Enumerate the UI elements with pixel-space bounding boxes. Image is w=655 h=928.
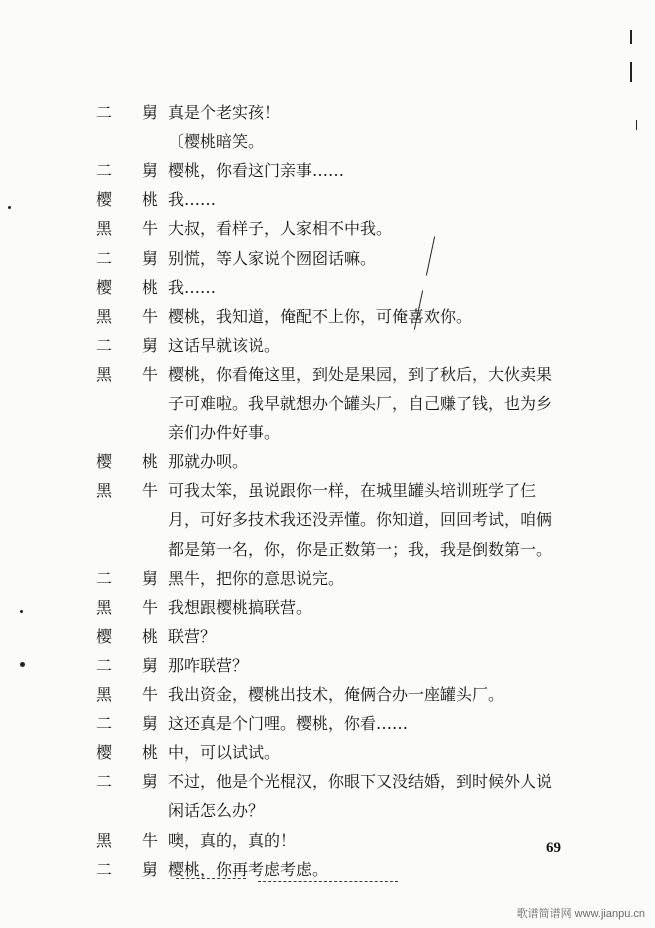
script-line: [0, 449, 655, 475]
scan-dash: [258, 881, 398, 882]
dialogue-text: 我……: [168, 190, 217, 210]
dialogue-text: 樱桃，你看俺这里，到处是果园，到了秋后，大伙卖果: [168, 364, 553, 384]
speaker-name: 二 舅: [96, 248, 158, 268]
dialogue-text: 月，可好多技术我还没弄懂。你知道，回回考试，咱俩: [168, 510, 553, 530]
speaker-name: 黑 牛: [96, 830, 158, 850]
dialogue-text: 真是个老实孩！: [168, 103, 281, 122]
dialogue-text: 那就办呗。: [168, 452, 249, 472]
speaker-name: 二 舅: [96, 714, 158, 734]
script-line: [0, 566, 655, 592]
script-line: [0, 653, 655, 679]
script-line: [0, 769, 655, 795]
script-line: [0, 478, 655, 504]
dialogue-text: 樱桃，我知道，俺配不上你，可俺喜欢你。: [168, 306, 473, 326]
speaker-name: 二 舅: [96, 335, 158, 355]
dialogue-text: 噢，真的，真的！: [168, 830, 297, 850]
dialogue-text: 别慌，等人家说个囫囵话嘛。: [168, 248, 377, 268]
scan-mark: [630, 30, 632, 44]
script-line: [0, 362, 655, 388]
script-line: [0, 129, 655, 155]
script-line: [0, 711, 655, 737]
scan-dot: [20, 662, 25, 667]
speaker-name: 二 舅: [96, 161, 158, 181]
dialogue-text: 我……: [168, 277, 217, 297]
script-line: [0, 275, 655, 301]
dialogue-text: 中，可以试试。: [168, 743, 281, 763]
script-line: [0, 682, 655, 708]
speaker-name: 樱 桃: [96, 743, 158, 763]
script-line: [0, 246, 655, 272]
script-line: [0, 158, 655, 184]
script-line: [0, 420, 655, 446]
scan-mark: [636, 120, 637, 130]
script-line: [0, 304, 655, 330]
script-line: [0, 507, 655, 533]
dialogue-text: 我想跟樱桃搞联营。: [168, 597, 313, 617]
dialogue-text: 闲话怎么办？: [168, 801, 265, 821]
dialogue-text: 子可难啦。我早就想办个罐头厂，自己赚了钱，也为乡: [168, 394, 553, 413]
script-line: [0, 624, 655, 650]
dialogue-text: 〔樱桃暗笑。: [168, 132, 265, 152]
dialogue-text: 大叔，看样子，人家相不中我。: [168, 219, 393, 239]
script-line: [0, 187, 655, 213]
dialogue-text: 可我太笨，虽说跟你一样，在城里罐头培训班学了仨: [168, 481, 537, 501]
speaker-name: 二 舅: [96, 772, 158, 792]
speaker-name: 二 舅: [96, 859, 158, 879]
speaker-name: 黑 牛: [96, 481, 158, 501]
speaker-name: 黑 牛: [96, 306, 158, 326]
dialogue-text: 这还真是个门哩。樱桃，你看……: [168, 714, 409, 734]
scan-dash: [176, 878, 246, 879]
speaker-name: 黑 牛: [96, 597, 158, 617]
script-line: [0, 595, 655, 621]
scan-mark: [630, 62, 632, 82]
speaker-name: 黑 牛: [96, 685, 158, 704]
dialogue-text: 樱桃，你看这门亲事……: [168, 161, 345, 181]
dialogue-text: 亲们办件好事。: [168, 423, 281, 443]
script-line: [0, 100, 655, 126]
script-line: [0, 333, 655, 359]
dialogue-text: 不过，他是个光棍汉，你眼下又没结婚，到时候外人说: [168, 772, 553, 792]
script-line: [0, 216, 655, 242]
speaker-name: 二 舅: [96, 655, 158, 675]
scan-dot: [20, 610, 23, 613]
dialogue-text: 黑牛，把你的意思说完。: [168, 568, 345, 588]
script-line: [0, 537, 655, 563]
dialogue-text: 这话早就该说。: [168, 335, 281, 355]
speaker-name: 二 舅: [96, 568, 158, 588]
script-line: [0, 391, 655, 417]
watermark: 歌谱简谱网 www.jianpu.cn: [516, 908, 645, 920]
dialogue-text: 都是第一名，你，你是正数第一；我，我是倒数第一。: [168, 539, 553, 559]
script-line: [0, 857, 655, 883]
speaker-name: 樱 桃: [96, 626, 158, 646]
speaker-name: 樱 桃: [96, 190, 158, 210]
dialogue-text: 联营？: [168, 626, 217, 646]
dialogue-text: 那咋联营？: [168, 655, 249, 675]
script-line: [0, 798, 655, 824]
script-line: [0, 740, 655, 766]
speaker-name: 樱 桃: [96, 452, 158, 472]
speaker-name: 黑 牛: [96, 219, 158, 239]
dialogue-text: 我出资金，樱桃出技术，俺俩合办一座罐头厂。: [168, 685, 505, 704]
scan-dot: [8, 206, 11, 209]
speaker-name: 二 舅: [96, 103, 158, 122]
dialogue-text: 樱桃，你再考虑考虑。: [168, 859, 329, 879]
speaker-name: 樱 桃: [96, 277, 158, 297]
speaker-name: 黑 牛: [96, 364, 158, 384]
page-number: 69: [546, 840, 561, 856]
